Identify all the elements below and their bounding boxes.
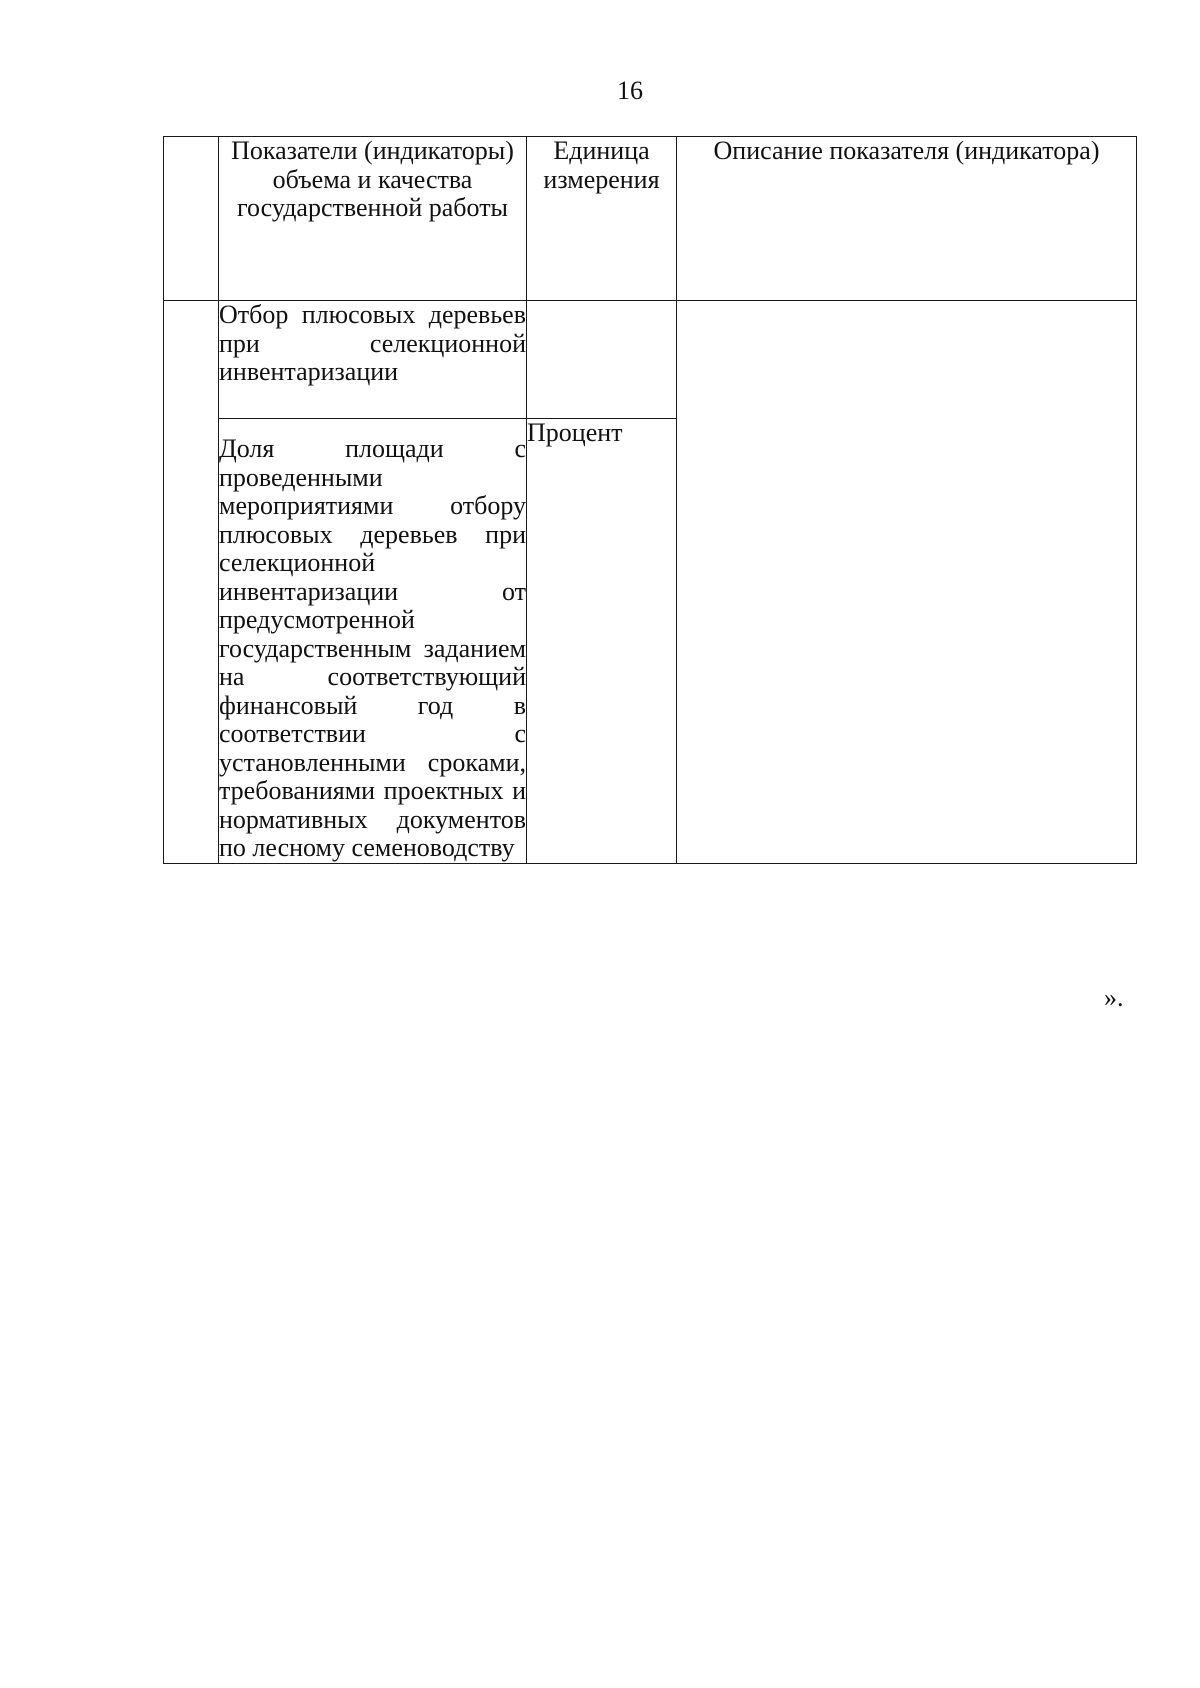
row-number-cell <box>164 301 219 864</box>
closing-quote-mark: ». <box>1104 983 1124 1012</box>
header-unit: Единица измерения <box>527 137 677 301</box>
indicators-table <box>163 136 1137 864</box>
header-description: Описание показателя (индикатора) <box>677 137 1137 301</box>
unit-cell: Процент <box>527 419 677 864</box>
indicator-cell: Отбор плюсовых деревьев при селекционной инвентаризации <box>219 301 527 419</box>
description-cell <box>677 301 1137 864</box>
header-number-cell <box>164 137 219 301</box>
table-row <box>164 301 1137 419</box>
unit-cell <box>527 301 677 419</box>
indicator-cell: Доля площади с проведенными мероприятиями отбору плюсовых деревьев при селекционной инвентаризации от предусмотренной государственным заданием на соответствующий финансовый год в соответствии с установленными сроками, требованиями проектных и нормативных документов по лесному семеноводству <box>219 419 527 864</box>
table-header-row <box>164 137 1137 301</box>
page-number: 16 <box>617 76 643 105</box>
header-indicator: Показатели (индикаторы) объема и качества государственной работы <box>219 137 527 301</box>
